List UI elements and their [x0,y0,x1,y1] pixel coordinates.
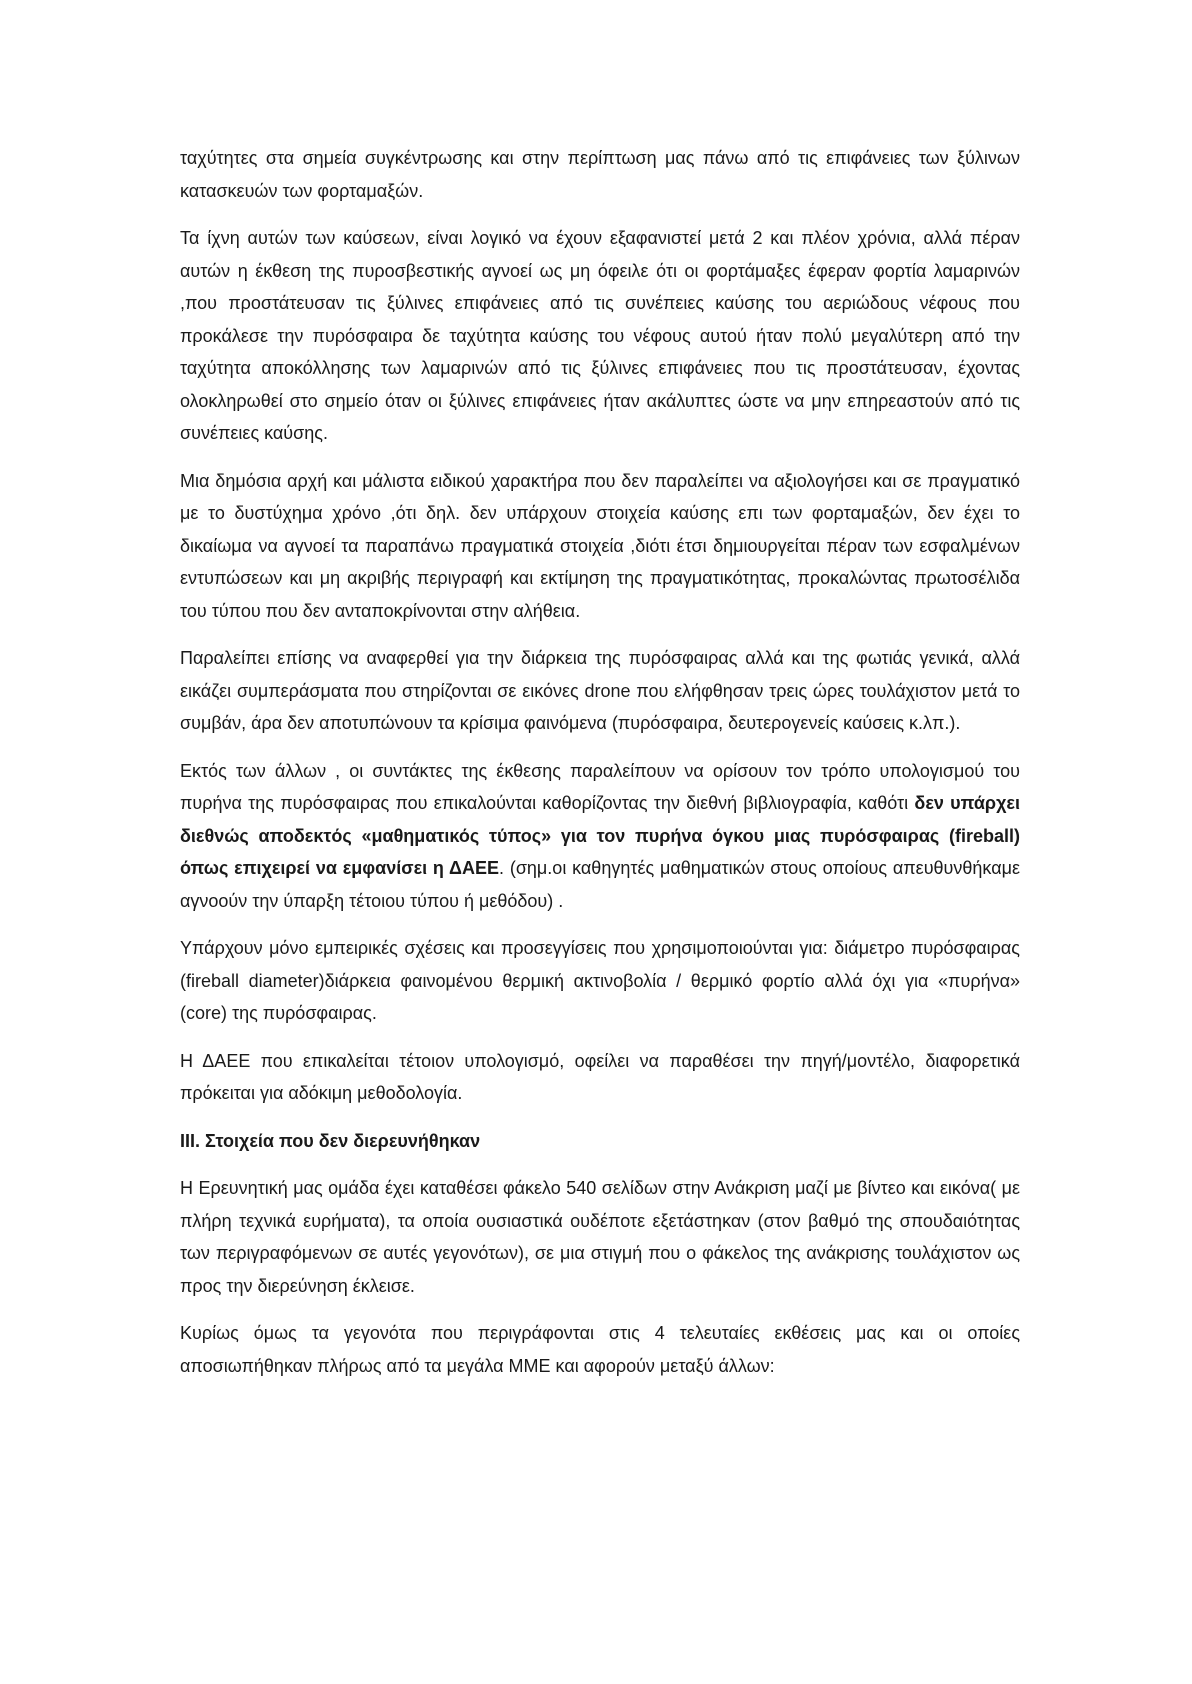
paragraph-daee-source [180,1045,1020,1110]
paragraph-core-calculation [180,755,1020,918]
paragraph-text-bold: δεν υπάρχει διεθνώς αποδεκτός «μαθηματικός τύπος» για τον πυρήνα όγκου μιας πυρόσφαιρας (fireball) όπως επιχειρεί να εμφανίσει η ΔΑΕΕ [180,793,1020,878]
paragraph-fireball-duration [180,642,1020,740]
paragraph-fireball-speeds [180,142,1020,207]
paragraph-text: Παραλείπει επίσης να αναφερθεί για την διάρκεια της πυρόσφαιρας αλλά και της φωτιάς γενικά, αλλά εικάζει συμπεράσματα που στηρίζονται σε εικόνες drone που ελήφθησαν τρεις ώρες τουλάχιστον μετά το συμβάν, άρα δεν αποτυπώνουν τα κρίσιμα φαινόμενα (πυρόσφαιρα, δευτερογενείς καύσεις κ.λπ.). [180,648,1020,733]
paragraph-text: Κυρίως όμως τα γεγονότα που περιγράφονται στις 4 τελευταίες εκθέσεις μας και οι οποίες αποσιωπήθηκαν πλήρως από τα μεγάλα ΜΜΕ και αφορούν μεταξύ άλλων: [180,1323,1020,1376]
paragraph-text: Μια δημόσια αρχή και μάλιστα ειδικού χαρακτήρα που δεν παραλείπει να αξιολογήσει και σε πραγματικό με το δυστύχημα χρόνο ,ότι δηλ. δεν υπάρχουν στοιχεία καύσης επι των φορταμαξών, δεν έχει το δικαίωμα να αγνοεί τα παραπάνω πραγματικά στοιχεία ,διότι έτσι δημιουργείται πέραν των εσφαλμένων εντυπώσεων και μη ακριβής περιγραφή και εκτίμηση της πραγματικότητας, προκαλώντας πρωτοσέλιδα του τύπου που δεν ανταποκρίνονται στην αλήθεια. [180,470,1020,621]
document-page [180,142,1020,1397]
paragraph-text: ταχύτητες στα σημεία συγκέντρωσης και στην περίπτωση μας πάνω από τις επιφάνειες των ξύλινων κατασκευών των φορταμαξών. [180,148,1020,201]
paragraph-text: Η Ερευνητική μας ομάδα έχει καταθέσει φάκελο 540 σελίδων στην Ανάκριση μαζί με βίντεο και εικόνα( με πλήρη τεχνικά ευρήματα), τα οποία ουσιαστικά ουδέποτε εξετάστηκαν (στον βαθμό της σπουδαιότητας των περιγραφόμενων σε αυτές γεγονότων), σε μια στιγμή που ο φάκελος της ανάκρισης τουλάχιστον ως προς την διερεύνηση έκλεισε. [180,1178,1020,1296]
paragraph-silenced-facts [180,1317,1020,1382]
paragraph-combustion-traces [180,222,1020,450]
paragraph-text-before: Εκτός των άλλων , οι συντάκτες της έκθεσης παραλείπουν να ορίσουν τον τρόπο υπολογισμού του πυρήνα της πυρόσφαιρας που επικαλούνται καθορίζοντας την διεθνή βιβλιογραφία, καθότι [180,760,1020,813]
section-heading: III. Στοιχεία που δεν διερευνήθηκαν [180,1130,481,1151]
paragraph-empirical-relations [180,932,1020,1030]
paragraph-text: Τα ίχνη αυτών των καύσεων, είναι λογικό να έχουν εξαφανιστεί μετά 2 και πλέον χρόνια, αλλά πέραν αυτών η έκθεση της πυροσβεστικής αγνοεί ως μη όφειλε ότι οι φορτάμαξες έφεραν φορτία λαμαρινών ,που προστάτευσαν τις ξύλινες επιφάνειες από τις συνέπειες καύσης του αεριώδους νέφους που προκάλεσε την πυρόσφαιρα δε ταχύτητα καύσης του νέφους αυτού ήταν πολύ μεγαλύτερη από την ταχύτητα αποκόλλησης των λαμαρινών από τις ξύλινες επιφάνειες που τις προστάτευσαν, έχοντας ολοκληρωθεί στο σημείο όταν οι ξύλινες επιφάνειες ήταν ακάλυπτες ώστε να μην επηρεαστούν από τις συνέπειες καύσης. [180,228,1020,443]
paragraph-research-file [180,1172,1020,1302]
paragraph-text: Υπάρχουν μόνο εμπειρικές σχέσεις και προσεγγίσεις που χρησιμοποιούνται για: διάμετρο πυρόσφαιρας (fireball diameter)διάρκεια φαινομένου θερμική ακτινοβολία / θερμικό φορτίο αλλά όχι για «πυρήνα» (core) της πυρόσφαιρας. [180,938,1020,1023]
paragraph-text: Η ΔΑΕΕ που επικαλείται τέτοιον υπολογισμό, οφείλει να παραθέσει την πηγή/μοντέλο, διαφορετικά πρόκειται για αδόκιμη μεθοδολογία. [180,1050,1020,1103]
paragraph-public-authority [180,465,1020,628]
paragraph-text-after: . (σημ.οι καθηγητές μαθηματικών στους οποίους απευθυνθήκαμε αγνοούν την ύπαρξη τέτοιου τύπου ή μεθόδου) . [180,858,1021,911]
